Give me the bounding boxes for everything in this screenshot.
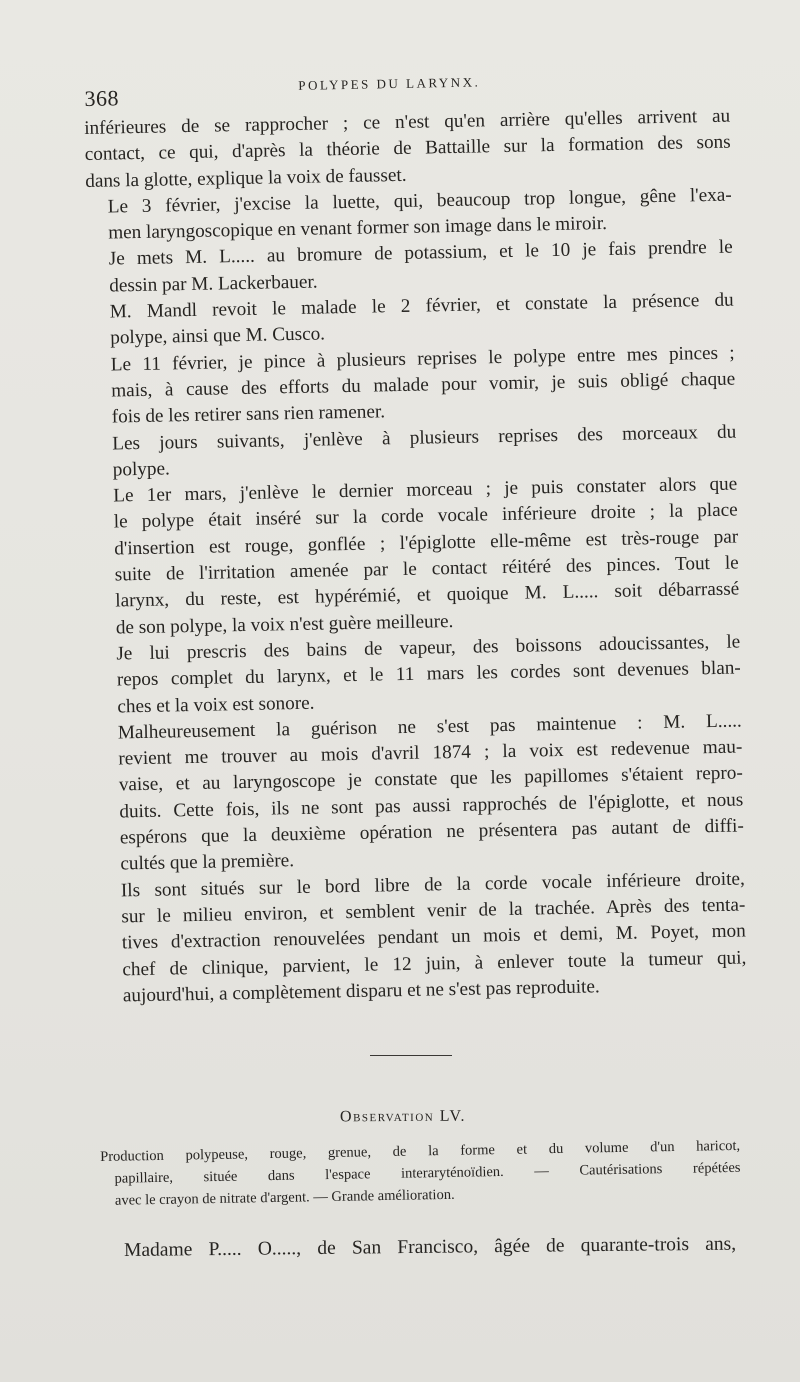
observation-opening-line: Madame P..... O....., de San Francisco, âgée de quarante-trois ans, [124, 1233, 737, 1261]
text-line: le polype était inséré sur la corde vocale inférieure droite ; la place [113, 499, 738, 533]
text-line: cultés que la première. [120, 850, 295, 875]
text-line: larynx, du reste, est hypérémié, et quoique M. L..... soit débarrassé [115, 578, 740, 612]
text-line: dessin par M. Lackerbauer. [109, 271, 318, 297]
summary-line: avec le crayon de nitrate d'argent. — Grande amélioration. [114, 1186, 455, 1209]
text-line: suite de l'irritation amenée par le contact réitéré des pinces. Tout le [114, 552, 739, 586]
text-line: mais, à cause des efforts du malade pour vomir, je suis obligé chaque [111, 368, 736, 402]
text-line: Ils sont situés sur le bord libre de la corde vocale inférieure droite, [120, 868, 745, 902]
text-line: Le 1er mars, j'enlève le dernier morceau ; je puis constater alors que [113, 473, 738, 507]
page-number: 368 [84, 85, 120, 111]
summary-line: Production polypeuse, rouge, grenue, de la forme et du volume d'un haricot, [100, 1137, 741, 1165]
body-paragraph [94, 629, 741, 720]
text-line: inférieures de se rapprocher ; ce n'est qu'en arrière qu'elles arrivent au [84, 105, 731, 139]
body-paragraph [84, 104, 731, 195]
text-line: repos complet du larynx, et le 11 mars les cordes sont devenues blan- [116, 657, 741, 691]
text-line: aujourd'hui, a complètement disparu et ne s'est pas reproduite. [122, 976, 600, 1007]
text-line: contact, ce qui, d'après la théorie de Battaille sur la formation des sons [84, 131, 731, 166]
text-line: polype. [112, 458, 171, 481]
body-paragraph [89, 340, 736, 431]
body-paragraph [99, 866, 747, 1010]
text-line: espérons que la deuxième opération ne présentera pas autant de diffi- [119, 815, 744, 849]
observation-summary [100, 1135, 741, 1212]
body-text [84, 104, 747, 1010]
text-line: Le 3 février, j'excise la luette, qui, beaucoup trop longue, gêne l'exa- [107, 184, 732, 218]
text-line: fois de les retirer sans rien ramener. [111, 401, 386, 428]
text-line: men laryngoscopique en venant former son image dans le miroir. [108, 213, 608, 244]
text-line: Je lui prescris des bains de vapeur, des boissons adoucissantes, le [116, 631, 741, 665]
text-line: sur le milieu environ, et semblent venir de la trachée. Après des tenta- [121, 894, 746, 928]
body-paragraph [91, 472, 740, 642]
text-line: de son polype, la voix n'est guère meilleure. [115, 610, 454, 639]
text-line: d'insertion est rouge, gonflée ; l'épiglotte elle-même est très-rouge par [114, 526, 739, 560]
text-line: M. Mandl revoit le malade le 2 février, et constate la présence du [109, 289, 734, 323]
text-line: revient me trouver au mois d'avril 1874 ; la voix est redevenue mau- [118, 736, 743, 770]
text-line: vaise, et au laryngoscope je constate que les papillomes s'étaient repro- [118, 762, 743, 796]
text-line: ches et la voix est sonore. [117, 692, 315, 717]
text-line: dans la glotte, explique la voix de fausset. [85, 164, 407, 192]
running-title: POLYPES DU LARYNX. [298, 74, 481, 93]
text-line: Malheureusement la guérison ne s'est pas maintenue : M. L..... [117, 710, 742, 744]
section-divider [370, 1055, 452, 1056]
observation-title: Observation LV. [339, 1107, 467, 1126]
text-line: chef de clinique, parvient, le 12 juin, à enlever toute la tumeur qui, [122, 946, 747, 980]
text-line: polype, ainsi que M. Cusco. [110, 323, 326, 349]
text-line: tives d'extraction renouvelées pendant un mois et demi, M. Poyet, mon [121, 920, 746, 954]
text-line: Le 11 février, je pince à plusieurs reprises le polype entre mes pinces ; [110, 342, 735, 376]
text-line: Je mets M. L..... au bromure de potassium, et le 10 je fais prendre le [108, 237, 733, 271]
summary-line: papillaire, située dans l'espace interaryténoïdien. — Cautérisations répétées [114, 1159, 741, 1187]
text-line: Les jours suivants, j'enlève à plusieurs reprises des morceaux du [112, 421, 737, 455]
body-paragraph [96, 708, 745, 878]
text-line: duits. Cette fois, ils ne sont pas aussi rapprochés de l'épiglotte, et nous [119, 789, 744, 823]
